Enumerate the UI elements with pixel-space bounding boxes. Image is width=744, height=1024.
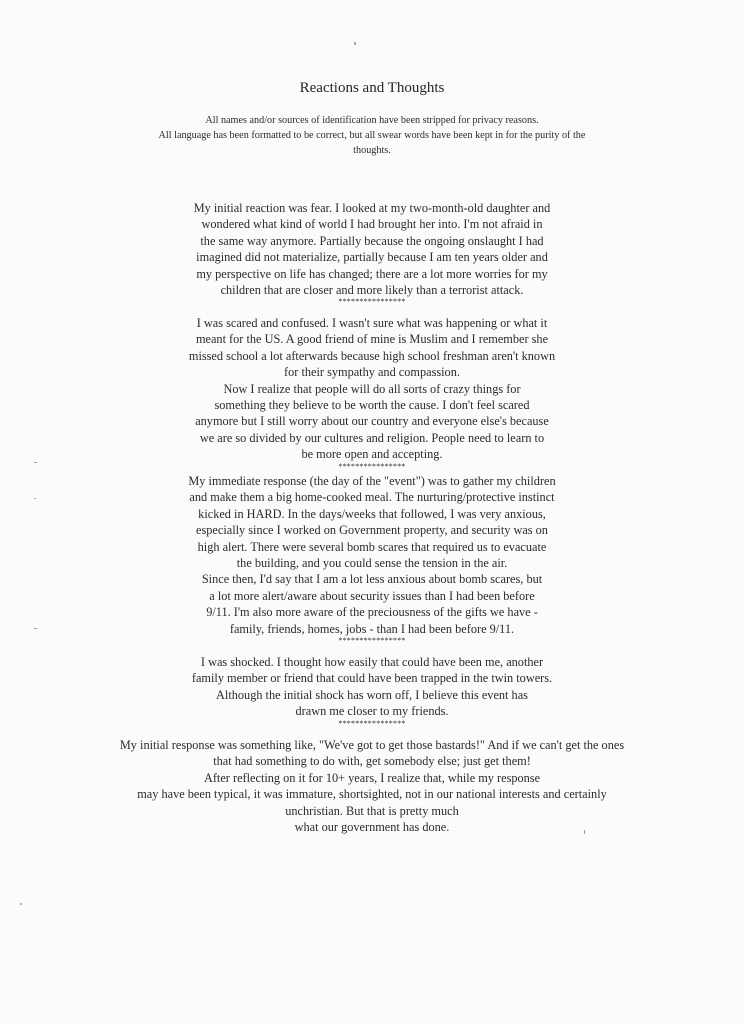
response-2 [130, 315, 614, 471]
response-line: may have been typical, it was immature, shortsighted, not in our national interests and certainly [137, 787, 607, 802]
privacy-note [90, 113, 654, 158]
scan-speck [34, 498, 36, 499]
response-line: wondered what kind of world I had brought her into. I'm not afraid in [201, 217, 543, 232]
response-line: be more open and accepting. [301, 447, 443, 462]
note-line: All names and/or sources of identification have been stripped for privacy reasons. [205, 115, 539, 126]
response-line: for their sympathy and compassion. [284, 365, 460, 380]
response-line: missed school a lot afterwards because high school freshman aren't known [188, 348, 556, 363]
scan-speck [584, 830, 585, 834]
response-line: family member or friend that could have been trapped in the twin towers. [191, 671, 553, 686]
response-line: Since then, I'd say that I am a lot less anxious about bomb scares, but [201, 572, 543, 587]
separator: **************** [338, 297, 406, 307]
response-line: 9/11. I'm also more aware of the preciousness of the gifts we have - [206, 605, 538, 620]
response-3 [130, 473, 614, 645]
page-title: Reactions and Thoughts [299, 80, 445, 96]
note-line: thoughts. [353, 145, 391, 156]
note-line: All language has been formatted to be correct, but all swear words have been kept in for the purity of the [158, 130, 586, 141]
response-line: Now I realize that people will do all sorts of crazy things for [223, 381, 521, 396]
response-line: My immediate response (the day of the "event") was to gather my children [188, 474, 556, 488]
response-line: anymore but I still worry about our country and everyone else's because [195, 414, 549, 429]
separator: **************** [338, 718, 406, 728]
response-line: My initial reaction was fear. I looked at my two-month-old daughter and [193, 201, 551, 215]
response-line: we are so divided by our cultures and religion. People need to learn to [199, 430, 545, 445]
response-line: unchristian. But that is pretty much [285, 803, 459, 818]
response-line: Although the initial shock has worn off, I believe this event has [216, 687, 528, 702]
response-1 [130, 200, 614, 306]
response-line: a lot more alert/aware about security issues than I had been before [209, 588, 535, 603]
response-line: I was scared and confused. I wasn't sure what was happening or what it [196, 316, 548, 330]
response-line: My initial response was something like, "We've got to get those bastards!" And if we can't get the ones [119, 738, 625, 752]
response-line: family, friends, homes, jobs - than I had been before 9/11. [229, 621, 515, 636]
response-line: I was shocked. I thought how easily that could have been me, another [200, 655, 544, 669]
response-5 [60, 737, 684, 835]
response-line: After reflecting on it for 10+ years, I realize that, while my response [203, 770, 541, 785]
response-line: imagined did not materialize, partially because I am ten years older and [196, 250, 548, 265]
scan-speck [34, 462, 37, 463]
separator: **************** [338, 461, 406, 471]
response-4 [130, 654, 614, 728]
response-line: the building, and you could sense the tension in the air. [236, 556, 508, 571]
response-line: and make them a big home-cooked meal. The nurturing/protective instinct [189, 490, 555, 505]
response-line: the same way anymore. Partially because the ongoing onslaught I had [200, 233, 544, 248]
response-line: what our government has done. [294, 820, 450, 835]
response-line: children that are closer and more likely than a terrorist attack. [220, 283, 524, 298]
response-line: kicked in HARD. In the days/weeks that followed, I was very anxious, [198, 506, 546, 521]
response-line: especially since I worked on Government property, and security was on [196, 523, 548, 538]
scan-speck [20, 903, 22, 905]
response-line: high alert. There were several bomb scares that required us to evacuate [197, 539, 547, 554]
response-line: that had something to do with, get somebody else; just get them! [213, 754, 531, 769]
response-line: my perspective on life has changed; there are a lot more worries for my [196, 266, 548, 281]
separator: **************** [338, 636, 406, 646]
scan-speck [34, 628, 37, 629]
scan-speck [354, 42, 356, 45]
response-line: drawn me closer to my friends. [295, 704, 449, 719]
response-line: something they believe to be worth the cause. I don't feel scared [214, 398, 530, 413]
response-line: meant for the US. A good friend of mine is Muslim and I remember she [195, 332, 549, 347]
